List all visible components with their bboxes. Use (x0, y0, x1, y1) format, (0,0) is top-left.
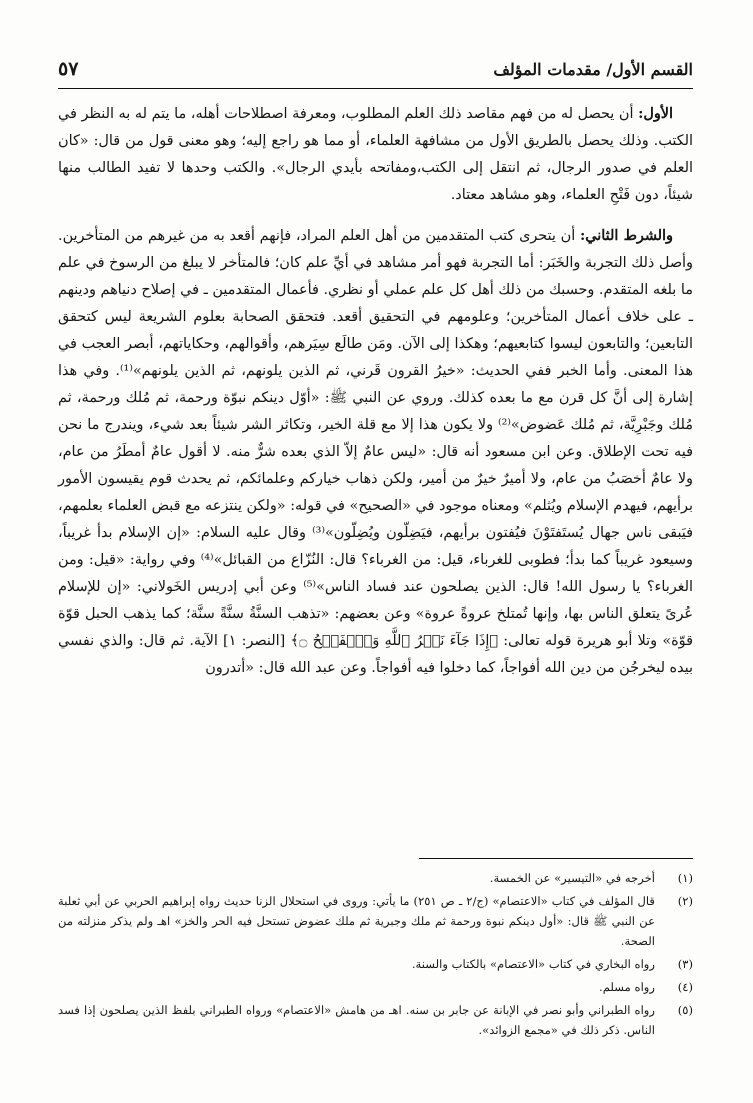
footnote-separator (419, 858, 693, 859)
footnote-number: (٥) (677, 1003, 693, 1017)
paragraph-second-condition (58, 222, 693, 682)
footnote-text: أخرجه في «التيسير» عن الخمسة. (489, 871, 655, 885)
footnotes (58, 868, 693, 1043)
footnote-number: (٣) (677, 957, 693, 971)
footnote-item (58, 868, 693, 888)
paragraph-lead: والشرط الثاني: (579, 227, 673, 244)
footnote-item (58, 1000, 693, 1040)
footnote-number: (١) (677, 871, 693, 885)
footnote-item (58, 977, 693, 997)
paragraph-text: أن يتحرى كتب المتقدمين من أهل العلم المراد، فإنهم أقعد به من غيرهم من المتأخرين. وأصل ذلك التجربة والخَبَر: أما التجربة فهو أمر مشاهد في أيِّ علم كان؛ فالمتأخر لا يبلغ من الرسوخ في علم ما بلغه المتقدم. وحسبك من ذلك أهل كل علم عملي أو نظري. فأعمال المتقدمين ـ في إصلاح دنياهم ودينهم ـ على خلاف أعمال المتأخرين؛ وعلومهم في التحقيق أقعد. فتحقق الصحابة بعلوم الشريعة ليس كتحقق التابعين؛ والتابعون ليسوا كتابعيهم؛ وهكذا إلى الآن. ومَن طالَع سِيَرهم، وأقوالهم، وحكاياتهم، أبصر العجب في هذا المعنى. وأما الخبر ففي الحديث: «خيرُ القرون قَرني، ثم الذين يلونهم، ثم الذين يلونهم»⁽¹⁾. وفي هذا إشارة إلى أنَّ كل قرن مع ما بعده كذلك. وروي عن النبي ﷺ: «أوّل دينكم نبوّة ورحمة، ثم مُلك ورحمة، ثم مُلك وجَبْرِيَّة، ثم مُلك عَضوض»⁽²⁾ ولا يكون هذا إلا مع قلة الخير، وتكاثر الشر شيئاً بعد شيء، ويندرج ما نحن فيه تحت الإطلاق. وعن ابن مسعود أنه قال: «ليس عامٌ إلاّ الذي بعده شرٌّ منه. لا أقول عامٌ أمطَرُ من عام، ولا عامٌ أخصَبُ من عام، ولا أميرٌ خيرٌ من أمير، ولكن ذهاب خياركم وعلمائكم، ثم يحدث قوم يقيسون الأمور برأيهم، فيهدم الإسلام ويُثلم» ومعناه موجود في «الصحيح» في قوله: «ولكن ينتزعه مع قبض العلماء بعلمهم، فيَبقى ناس جهال يُستَفتَوْنَ فيُفتون برأيهم، فيَضِلّون ويُضِلّون»⁽³⁾ وقال عليه السلام: «إن الإسلام بدأ غريباً، وسيعود غريباً كما بدأ؛ فطوبى للغرباء، قيل: من الغرباء؟ قال: النُزّاع من القبائل»⁽⁴⁾ وفي رواية: «قيل: ومن الغرباء؟ يا رسول الله! قال: الذين يصلحون عند فساد الناس»⁽⁵⁾ وعن أبي إدريس الخَولاني: «إن للإسلام عُرىً يتعلق الناس بها، وإنها تُمتلخ عروةً عروة» وعن بعضهم: «تذهب السنَّةُ سنَّةً سنَّة؛ كما يذهب الحبل قوّة قوّة» وتلا أبو هريرة قوله تعالى: ﴿إِذَا جَآءَ نَصۡرُ ٱللَّهِ وَٱلۡفَتۡحُ ۝﴾ [النصر: ١] الآية. ثم قال: والذي نفسي بيده ليخرجُن من دين الله أفواجاً، كما دخلوا فيه أفواجاً. وعن عبد الله قال: «أتدرون (58, 228, 694, 676)
page-number: ٥٧ (58, 58, 79, 80)
footnote-text: رواه البخاري في كتاب «الاعتصام» بالكتاب والسنة. (411, 957, 655, 971)
footnote-text: رواه مسلم. (599, 980, 655, 994)
paragraph-lead: الأول: (638, 105, 673, 122)
footnote-number: (٤) (677, 980, 693, 994)
footnote-text: قال المؤلف في كتاب «الاعتصام» (ج/٢ ـ ص ٢٥١) ما يأتي: وروى في استحلال الزنا حديث رواه إبراهيم الحربي عن أبي ثعلبة عن النبي ﷺ قال: «أول دينكم نبوة ورحمة ثم ملك وجبرية ثم ملك عضوض تستحل فيه الحر والخز» اهـ ولم يذكر منزلته من الصحة. (58, 894, 655, 948)
footnote-text: رواه الطبراني وأبو نصر في الإبانة عن جابر بن سنه. اهـ من هامش «الاعتصام» ورواه الطبراني بلفظ الذين يصلحون إذا فسد الناس. ذكر ذلك في «مجمع الزوائد». (58, 1003, 655, 1037)
paragraph-first-condition (58, 100, 693, 209)
footnote-number: (٢) (677, 894, 693, 908)
footnote-item (58, 891, 693, 951)
footnote-item (58, 954, 693, 974)
page-header (58, 52, 693, 89)
main-text (58, 100, 693, 682)
running-title: القسم الأول/ مقدمات المؤلف (493, 60, 693, 79)
paragraph-text: أن يحصل له من فهم مقاصد ذلك العلم المطلوب، ومعرفة اصطلاحات أهله، ما يتم له به النظر في الكتب. وذلك يحصل بالطريق الأول من مشافهة العلماء، أو مما هو راجع إليه؛ وهو معنى قول من قال: «كان العلم في صدور الرجال، ثم انتقل إلى الكتب،ومفاتحه بأيدي الرجال». والكتب وحدها لا تفيد الطالب منها شيئاً، دون فَتْحِ العلماء، وهو مشاهد معتاد. (58, 106, 693, 203)
